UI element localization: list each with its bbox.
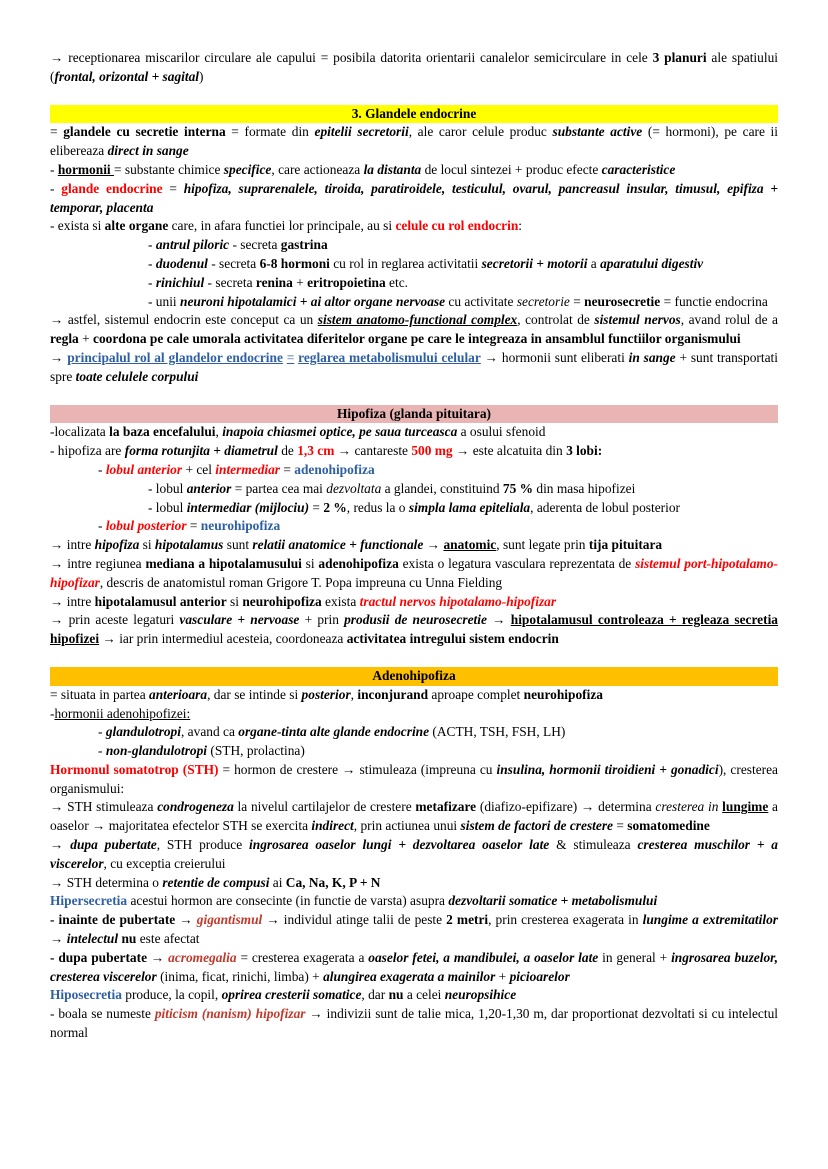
text-run: forma rotunjita + diametrul bbox=[124, 443, 278, 459]
text-run: - bbox=[148, 255, 156, 271]
text-run: - bbox=[98, 724, 106, 740]
text-run: hormonii adenohipofizei: bbox=[54, 705, 191, 721]
text-run: anatomic bbox=[443, 537, 497, 553]
text-run: hipotalamusul anterior bbox=[94, 593, 227, 609]
text-run: frontal, orizontal + sagital bbox=[54, 68, 200, 84]
list-item bbox=[50, 461, 778, 480]
text-run: = substante chimice bbox=[113, 161, 224, 177]
text-run: dupa pubertate bbox=[70, 837, 157, 853]
text-run: si bbox=[139, 537, 155, 553]
text-run: glande endocrine bbox=[61, 180, 163, 196]
text-run: + bbox=[292, 274, 308, 290]
text-run: sistem anatomo-functional complex bbox=[317, 312, 518, 328]
text-run: in general + bbox=[598, 949, 672, 965]
text-run: alungirea exagerata a mainilor bbox=[323, 968, 496, 984]
text-run: , redus la o bbox=[346, 499, 409, 515]
text-run: - bbox=[50, 161, 58, 177]
list-item bbox=[50, 236, 778, 255]
text-run: → este alcatuita din bbox=[452, 443, 567, 459]
paragraph bbox=[50, 911, 778, 949]
text-run: in sange bbox=[628, 349, 676, 365]
text-run: & stimuleaza bbox=[549, 837, 638, 853]
text-run: → individul atinge talii de peste bbox=[262, 912, 447, 928]
text-run: hipotalamusul controleaza + regleaza secretia hipofizei bbox=[50, 612, 778, 647]
text-run: relatii anatomice + functionale bbox=[252, 537, 424, 553]
text-run: anterioara bbox=[149, 686, 208, 702]
text-run: exista o legatura vasculara reprezentata de bbox=[398, 555, 636, 571]
text-run: , avand ca bbox=[180, 724, 239, 740]
paragraph bbox=[50, 423, 778, 442]
text-run: = bbox=[612, 818, 628, 834]
text-run: Hiposecretia bbox=[50, 987, 122, 1003]
text-run: antrul piloric bbox=[155, 237, 230, 253]
paragraph bbox=[50, 1005, 778, 1043]
text-run: etc. bbox=[385, 274, 408, 290]
text-run: cu activitate bbox=[445, 293, 517, 309]
paragraph bbox=[50, 217, 778, 236]
text-run: (ACTH, TSH, FSH, LH) bbox=[429, 724, 566, 740]
text-run: gastrina bbox=[280, 237, 328, 253]
text-run: , dar se intinde si bbox=[207, 686, 302, 702]
text-run: sistem de factori de crestere bbox=[460, 818, 613, 834]
text-run: - secreta bbox=[207, 255, 260, 271]
paragraph bbox=[50, 892, 778, 911]
text-run: → bbox=[50, 837, 71, 853]
text-run: principalul rol al glandelor endocrine bbox=[67, 349, 283, 365]
text-run: 500 mg bbox=[411, 443, 453, 459]
paragraph bbox=[50, 123, 778, 161]
text-run: de locul sintezei + produc efecte bbox=[421, 161, 602, 177]
text-run: produsii de neurosecretie bbox=[344, 612, 487, 628]
text-run: celule cu rol endocrin bbox=[395, 218, 519, 234]
text-run: neuroni hipotalamici + ai altor organe nervoase bbox=[180, 293, 446, 309]
text-run: = bbox=[50, 124, 64, 140]
text-run: , bbox=[215, 424, 223, 440]
text-run: a bbox=[587, 255, 601, 271]
text-run: 3 lobi: bbox=[566, 443, 603, 459]
text-run: - hipofiza are bbox=[50, 443, 125, 459]
text-run: ) bbox=[199, 68, 204, 84]
text-run: renina bbox=[255, 274, 293, 290]
section-heading: 3. Glandele endocrine bbox=[50, 105, 778, 124]
text-run: vasculare + nervoase bbox=[179, 612, 300, 628]
paragraph bbox=[50, 442, 778, 461]
text-run: nu bbox=[388, 987, 404, 1003]
list-item bbox=[50, 293, 778, 312]
text-run: + cel bbox=[182, 461, 216, 477]
text-run: - inainte de pubertate bbox=[50, 912, 176, 928]
text-run: cresterea muschilor + a viscerelor bbox=[50, 837, 778, 871]
text-run: somatomedine bbox=[627, 818, 710, 834]
text-run: , cu exceptia creierului bbox=[103, 855, 226, 871]
text-run: oprirea cresterii somatice bbox=[221, 987, 362, 1003]
text-run: secretorie bbox=[516, 293, 570, 309]
paragraph bbox=[50, 180, 778, 218]
text-run: → bbox=[50, 349, 68, 365]
text-run: 75 % bbox=[502, 480, 534, 496]
text-run: (diafizo-epifizare) → determina bbox=[476, 799, 656, 815]
text-run: tija pituitara bbox=[588, 537, 663, 553]
text-run: si bbox=[301, 555, 319, 571]
list-item bbox=[50, 742, 778, 761]
text-run: - unii bbox=[148, 293, 180, 309]
text-run: -localizata bbox=[50, 424, 110, 440]
text-run: - lobul bbox=[148, 480, 187, 496]
text-run: gigantismul bbox=[196, 912, 263, 928]
text-run: eritropoietina bbox=[307, 274, 386, 290]
text-run: condrogeneza bbox=[157, 799, 234, 815]
text-run: care, in afara functiei lor principale, au si bbox=[168, 218, 396, 234]
text-run: → hormonii sunt eliberati bbox=[480, 349, 629, 365]
paragraph bbox=[50, 986, 778, 1005]
text-run: → indivizii sunt de talie mica, 1,20-1,30 m, dar proportionat dezvoltati si cu intelectul normal bbox=[50, 1006, 778, 1041]
paragraph bbox=[50, 836, 778, 874]
text-run: , prin actiunea unui bbox=[353, 818, 461, 834]
text-run: caracteristice bbox=[601, 161, 676, 177]
text-run: rinichiul bbox=[155, 274, 205, 290]
text-run: , STH produce bbox=[156, 837, 250, 853]
text-run: neurohipofiza bbox=[242, 593, 322, 609]
text-run: → bbox=[50, 931, 67, 947]
text-run: = bbox=[569, 293, 585, 309]
text-run: , descris de anatomistul roman Grigore T. Popa impreuna cu Unna Fielding bbox=[99, 574, 503, 590]
text-run: inapoia chiasmei optice, pe saua turceasca bbox=[222, 424, 458, 440]
text-run: picioarelor bbox=[509, 968, 570, 984]
section-spacer bbox=[50, 87, 778, 105]
text-run: si bbox=[226, 593, 243, 609]
text-run: → intre bbox=[50, 537, 95, 553]
text-run: intelectul bbox=[66, 931, 119, 947]
text-run: - bbox=[148, 237, 156, 253]
text-run: direct in sange bbox=[107, 143, 189, 159]
text-run: acromegalia bbox=[168, 949, 237, 965]
text-run: → cantareste bbox=[334, 443, 412, 459]
text-run: metafizare bbox=[415, 799, 477, 815]
text-run: indirect bbox=[311, 818, 354, 834]
paragraph bbox=[50, 686, 778, 705]
text-run: + bbox=[495, 968, 510, 984]
text-run: 2 metri bbox=[446, 912, 489, 928]
text-run: ), cresterea organismului: bbox=[50, 761, 778, 796]
text-run: - bbox=[98, 743, 106, 759]
paragraph bbox=[50, 705, 778, 724]
text-run: la baza encefalului bbox=[109, 424, 216, 440]
text-run: , sunt legate prin bbox=[496, 537, 589, 553]
text-run: intermediar (mijlociu) bbox=[186, 499, 310, 515]
text-run: lungime bbox=[722, 799, 769, 815]
list-item bbox=[50, 499, 778, 518]
text-run: → intre regiunea bbox=[50, 555, 146, 571]
text-run: anterior bbox=[186, 480, 232, 496]
text-run: coordona pe cale umorala activitatea diferitelor organe pe care le integreaza in ansamblul functiilor organismului bbox=[93, 331, 741, 347]
text-run: hipofiza bbox=[94, 537, 140, 553]
text-run: hipofiza, suprarenalele, tiroida, paratiroidele, testiculul, ovarul, pancreasul insular, timusul, epifiza + temporar, placenta bbox=[50, 180, 779, 215]
text-run: la distanta bbox=[363, 161, 422, 177]
paragraph bbox=[50, 311, 778, 349]
text-run: adenohipofiza bbox=[318, 555, 399, 571]
text-run: sunt bbox=[223, 537, 253, 553]
text-run: organe-tinta alte glande endocrine bbox=[238, 724, 430, 740]
text-run: hipotalamus bbox=[154, 537, 224, 553]
text-run: = cresterea exagerata a bbox=[236, 949, 369, 965]
text-run: + bbox=[78, 331, 94, 347]
text-run: → bbox=[486, 612, 511, 628]
text-run: - lobul bbox=[148, 499, 187, 515]
text-run: - boala se numeste bbox=[50, 1006, 155, 1022]
text-run: acestui hormon are consecinte (in functie de varsta) asupra bbox=[127, 893, 449, 909]
text-run: - bbox=[98, 461, 106, 477]
list-item bbox=[50, 255, 778, 274]
text-run: 3 planuri bbox=[652, 50, 707, 65]
text-run: (= hormoni), pe care ii elibereaza bbox=[50, 124, 778, 159]
text-run: insulina, hormonii tiroidieni + gonadici bbox=[496, 761, 719, 777]
paragraph bbox=[50, 555, 778, 593]
list-item bbox=[50, 274, 778, 293]
text-run: neurosecretie bbox=[584, 293, 661, 309]
text-run: tractul nervos hipotalamo-hipofizar bbox=[359, 593, 557, 609]
text-run: → STH determina o bbox=[50, 874, 163, 890]
text-run: duodenul bbox=[155, 255, 208, 271]
text-run: lobul anterior bbox=[105, 461, 183, 477]
text-run: = bbox=[286, 349, 295, 365]
text-run: - bbox=[98, 518, 106, 534]
text-run: = hormon de crestere → stimuleaza (impreuna cu bbox=[218, 761, 497, 777]
text-run: sistemul nervos bbox=[594, 312, 681, 328]
text-run: exista bbox=[321, 593, 360, 609]
paragraph bbox=[50, 593, 778, 612]
section-heading: Adenohipofiza bbox=[50, 667, 778, 686]
text-run: posterior bbox=[301, 686, 351, 702]
text-run: → STH stimuleaza bbox=[50, 799, 158, 815]
text-run: - secreta bbox=[204, 274, 256, 290]
paragraph bbox=[50, 536, 778, 555]
text-run: lobul posterior bbox=[105, 518, 187, 534]
text-run: = bbox=[186, 518, 201, 534]
text-run: mediana a hipotalamusului bbox=[145, 555, 302, 571]
text-run: dezvoltarii somatice + metabolismului bbox=[448, 893, 658, 909]
text-run: = bbox=[280, 461, 295, 477]
text-run: + prin bbox=[299, 612, 345, 628]
text-run: = functie endocrina bbox=[660, 293, 768, 309]
text-run: produce, la copil, bbox=[121, 987, 222, 1003]
text-run: de bbox=[277, 443, 298, 459]
paragraph bbox=[50, 874, 778, 893]
text-run: retentie de compusi bbox=[162, 874, 270, 890]
text-run: a celei bbox=[403, 987, 445, 1003]
paragraph bbox=[50, 349, 778, 387]
text-run: → bbox=[423, 537, 444, 553]
text-run: : bbox=[518, 218, 523, 234]
text-run: = bbox=[309, 499, 324, 515]
text-run: aparatului digestiv bbox=[600, 255, 704, 271]
text-run: neurohipofiza bbox=[523, 686, 603, 702]
text-run: , prin cresterea exagerata in bbox=[488, 912, 643, 928]
text-run: , controlat de bbox=[517, 312, 595, 328]
text-run: , dar bbox=[361, 987, 389, 1003]
text-run: → bbox=[175, 912, 197, 928]
text-run: aproape complet bbox=[428, 686, 524, 702]
text-run: → iar prin intermediul acesteia, coordoneaza bbox=[99, 631, 347, 647]
text-run: hormonii bbox=[57, 161, 114, 177]
text-run: , bbox=[350, 686, 358, 702]
text-run: Hipersecretia bbox=[50, 893, 128, 909]
text-run: epitelii secretorii bbox=[314, 124, 409, 140]
text-run: cresterea in bbox=[655, 799, 719, 815]
text-run: sistemul port-hipotalamo-hipofizar bbox=[50, 555, 778, 590]
paragraph bbox=[50, 761, 778, 799]
text-run: → prin aceste legaturi bbox=[50, 612, 180, 628]
text-run: regla bbox=[50, 331, 79, 347]
text-run: - bbox=[50, 180, 62, 196]
document-page bbox=[50, 49, 778, 1043]
text-run: glandele cu secretie interna bbox=[63, 124, 226, 140]
text-run: ingrosarea buzelor, cresterea viscerelor bbox=[50, 949, 778, 984]
text-run: lungime a extremitatilor bbox=[642, 912, 778, 928]
text-run: , aderenta de lobul posterior bbox=[530, 499, 680, 515]
text-run: dezvoltata bbox=[326, 480, 382, 496]
text-run: 6-8 hormoni bbox=[259, 255, 330, 271]
text-run: , ale caror celule produc bbox=[408, 124, 553, 140]
text-run: la nivelul cartilajelor de crestere bbox=[233, 799, 416, 815]
text-run: a oaselor → majoritatea efectelor STH se exercita bbox=[50, 799, 778, 834]
text-run: ale spatiului ( bbox=[50, 50, 778, 84]
text-run: substante active bbox=[552, 124, 643, 140]
text-run: toate celulele corpului bbox=[75, 368, 199, 384]
text-run: , avand rolul de a bbox=[680, 312, 778, 328]
text-run: 2 % bbox=[323, 499, 347, 515]
paragraph bbox=[50, 611, 778, 649]
text-run: = bbox=[162, 180, 184, 196]
text-run: ai bbox=[269, 874, 286, 890]
text-run: - dupa pubertate bbox=[50, 949, 148, 965]
text-run: este afectat bbox=[136, 931, 200, 947]
text-run: a glandei, constituind bbox=[381, 480, 503, 496]
text-run: → bbox=[147, 949, 169, 965]
paragraph bbox=[50, 798, 778, 836]
text-run: activitatea intregului sistem endocrin bbox=[346, 631, 559, 647]
text-run: nu bbox=[121, 931, 137, 947]
text-run: ingrosarea oaselor lungi + dezvoltarea oaselor late bbox=[249, 837, 550, 853]
text-run: → intre bbox=[50, 593, 95, 609]
text-run: Ca, Na, K, P + N bbox=[285, 874, 381, 890]
text-run: secretorii + motorii bbox=[481, 255, 588, 271]
section-heading: Hipofiza (glanda pituitara) bbox=[50, 405, 778, 424]
text-run: Hormonul somatotrop (STH) bbox=[50, 761, 219, 777]
text-run: intermediar bbox=[215, 461, 281, 477]
paragraph bbox=[50, 49, 778, 87]
list-item bbox=[50, 480, 778, 499]
list-item bbox=[50, 723, 778, 742]
text-run: neurohipofiza bbox=[200, 518, 281, 534]
text-run: - bbox=[148, 274, 156, 290]
paragraph bbox=[50, 161, 778, 180]
text-run: = partea cea mai bbox=[231, 480, 327, 496]
text-run: adenohipofiza bbox=[294, 461, 375, 477]
text-run: alte organe bbox=[104, 218, 169, 234]
text-run: = formate din bbox=[225, 124, 315, 140]
text-run: = situata in partea bbox=[50, 686, 150, 702]
text-run: (STH, prolactina) bbox=[207, 743, 305, 759]
text-run: a osului sfenoid bbox=[457, 424, 546, 440]
text-run: oaselor fetei, a mandibulei, a oaselor late bbox=[368, 949, 599, 965]
text-run: → astfel, sistemul endocrin este conceput ca un bbox=[50, 312, 318, 328]
text-run: glandulotropi bbox=[105, 724, 181, 740]
text-run: reglarea metabolismului celular bbox=[298, 349, 481, 365]
text-run: → receptionarea miscarilor circulare ale capului = posibila datorita orientarii canalelor semicirculare in cele bbox=[50, 50, 653, 65]
text-run: + sunt transportati spre bbox=[50, 349, 778, 384]
text-run: - secreta bbox=[229, 237, 281, 253]
text-run: , care actioneaza bbox=[271, 161, 364, 177]
text-run: non-glandulotropi bbox=[105, 743, 208, 759]
list-item bbox=[50, 517, 778, 536]
text-run: neuropsihice bbox=[444, 987, 517, 1003]
text-run: piticism (nanism) hipofizar bbox=[154, 1006, 306, 1022]
text-run: 1,3 cm bbox=[297, 443, 335, 459]
text-run: inconjurand bbox=[357, 686, 429, 702]
section-spacer bbox=[50, 387, 778, 405]
text-run: simpla lama epiteliala bbox=[408, 499, 531, 515]
text-run: specifice bbox=[223, 161, 272, 177]
section-spacer bbox=[50, 649, 778, 667]
text-run: cu rol in reglarea activitatii bbox=[329, 255, 482, 271]
text-run: din masa hipofizei bbox=[533, 480, 636, 496]
text-run: - bbox=[50, 705, 55, 721]
text-run: - exista si bbox=[50, 218, 105, 234]
paragraph bbox=[50, 949, 778, 987]
text-run: (inima, ficat, rinichi, limba) + bbox=[156, 968, 324, 984]
